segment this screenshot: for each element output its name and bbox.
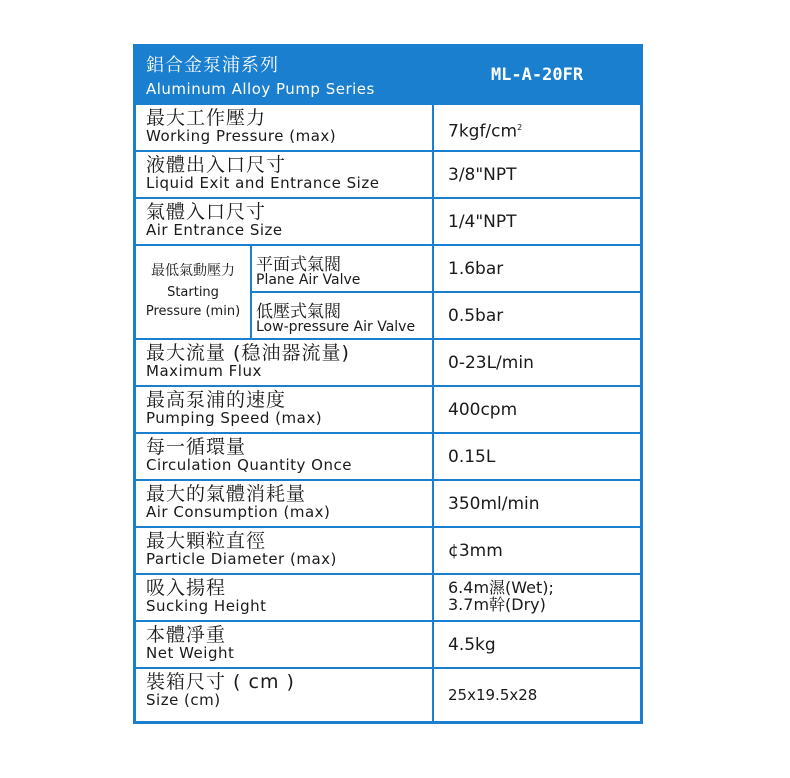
spec-label-cell [136,387,432,432]
spec-table [133,44,643,724]
spec-label-cell [136,481,432,526]
spec-value: 0.15L [448,447,496,467]
spec-label-en: Air Entrance Size [146,221,283,239]
table-row [136,575,640,620]
spec-value-cell [434,199,640,244]
spec-label-en: Liquid Exit and Entrance Size [146,174,380,192]
spec-value-cell [434,246,640,291]
valve-label-en: Plane Air Valve [256,272,361,288]
header-model-cell [434,47,640,103]
table-row [136,387,640,432]
spec-label-cell [136,528,432,573]
starting-pressure-en-line1: Starting [167,285,219,300]
spec-value-cell [434,434,640,479]
spec-value: 1.6bar [448,259,504,279]
spec-label-zh: 最大工作壓力 [146,107,267,129]
spec-label-cell [136,105,432,150]
spec-value-superscript: 2 [517,123,523,132]
valve-label-zh: 低壓式氣閥 [256,302,341,322]
spec-value-cell [434,622,640,667]
valve-label-cell [252,246,432,291]
spec-value-cell [434,340,640,385]
series-title-en: Aluminum Alloy Pump Series [146,80,375,98]
spec-value-cell [434,105,640,150]
valve-label-zh: 平面式氣閥 [256,255,341,275]
spec-label-zh: 最高泵浦的速度 [146,389,287,411]
spec-value [448,579,554,613]
spec-label-zh: 每一循環量 [146,436,247,458]
series-title-zh: 鋁合金泵浦系列 [146,55,279,76]
spec-value: 3/8"NPT [448,165,517,185]
starting-pressure-en-line2: Pressure (min) [145,304,241,319]
table-row [136,481,640,526]
valve-label-en: Low-pressure Air Valve [256,319,416,335]
spec-value-cell [434,387,640,432]
table-row [136,434,640,479]
spec-label-cell [136,152,432,197]
spec-value: 0.5bar [448,306,504,326]
spec-value-cell [434,575,640,620]
table-header [136,47,640,103]
spec-label-zh: 最大的氣體消耗量 [146,483,307,505]
spec-value: 0-23L/min [448,353,534,373]
spec-label-en: Net Weight [146,644,235,662]
spec-label-zh: 本體凈重 [146,624,227,646]
spec-value-line2: 3.7m幹(Dry) [448,595,546,614]
table-row [136,105,640,150]
starting-pressure-label-en [136,283,250,321]
table-row [136,199,640,244]
spec-value-line1: 6.4m濕(Wet); [448,578,554,597]
spec-value: ¢3mm [448,541,503,561]
valve-label-cell [252,293,432,338]
spec-value-cell [434,669,640,721]
spec-label-en: Size (cm) [146,691,221,709]
model-number: ML-A-20FR [490,65,584,85]
spec-label-en: Maximum Flux [146,362,262,380]
table-row [136,528,640,573]
spec-value: 1/4"NPT [448,212,517,232]
spec-label-en: Working Pressure (max) [146,127,337,145]
spec-label-zh: 氣體入口尺寸 [146,201,267,223]
spec-value-text: 7kgf/cm [448,121,518,142]
table-row [136,340,640,385]
spec-label-zh: 裝箱尺寸 ( cm ) [146,671,295,693]
spec-label-zh: 最大流量 (稳油器流量) [146,342,350,364]
spec-value: 400cpm [448,400,518,420]
spec-value-cell [434,481,640,526]
spec-value: 25x19.5x28 [448,686,538,704]
spec-label-zh: 最大顆粒直徑 [146,530,267,552]
starting-pressure-label-cell [136,246,250,338]
spec-label-cell [136,669,432,721]
spec-label-en: Pumping Speed (max) [146,409,323,427]
spec-value: 4.5kg [448,635,496,655]
spec-label-cell [136,340,432,385]
spec-label-cell [136,199,432,244]
spec-label-en: Sucking Height [146,597,267,615]
header-title-cell [136,47,432,103]
spec-label-cell [136,622,432,667]
starting-pressure-row [136,246,640,338]
spec-value: 350ml/min [448,494,540,514]
spec-label-en: Circulation Quantity Once [146,456,352,474]
spec-label-en: Air Consumption (max) [146,503,331,521]
spec-value-cell [434,152,640,197]
spec-value-cell [434,293,640,338]
spec-label-en: Particle Diameter (max) [146,550,337,568]
starting-pressure-label-zh: 最低氣動壓力 [151,263,235,279]
spec-label-cell [136,434,432,479]
spec-label-zh: 吸入揚程 [146,577,227,599]
table-row [136,669,640,721]
spec-label-zh: 液體出入口尺寸 [146,154,287,176]
spec-value-cell [434,528,640,573]
table-row [136,152,640,197]
spec-value [448,118,522,142]
spec-label-cell [136,575,432,620]
table-row [136,622,640,667]
